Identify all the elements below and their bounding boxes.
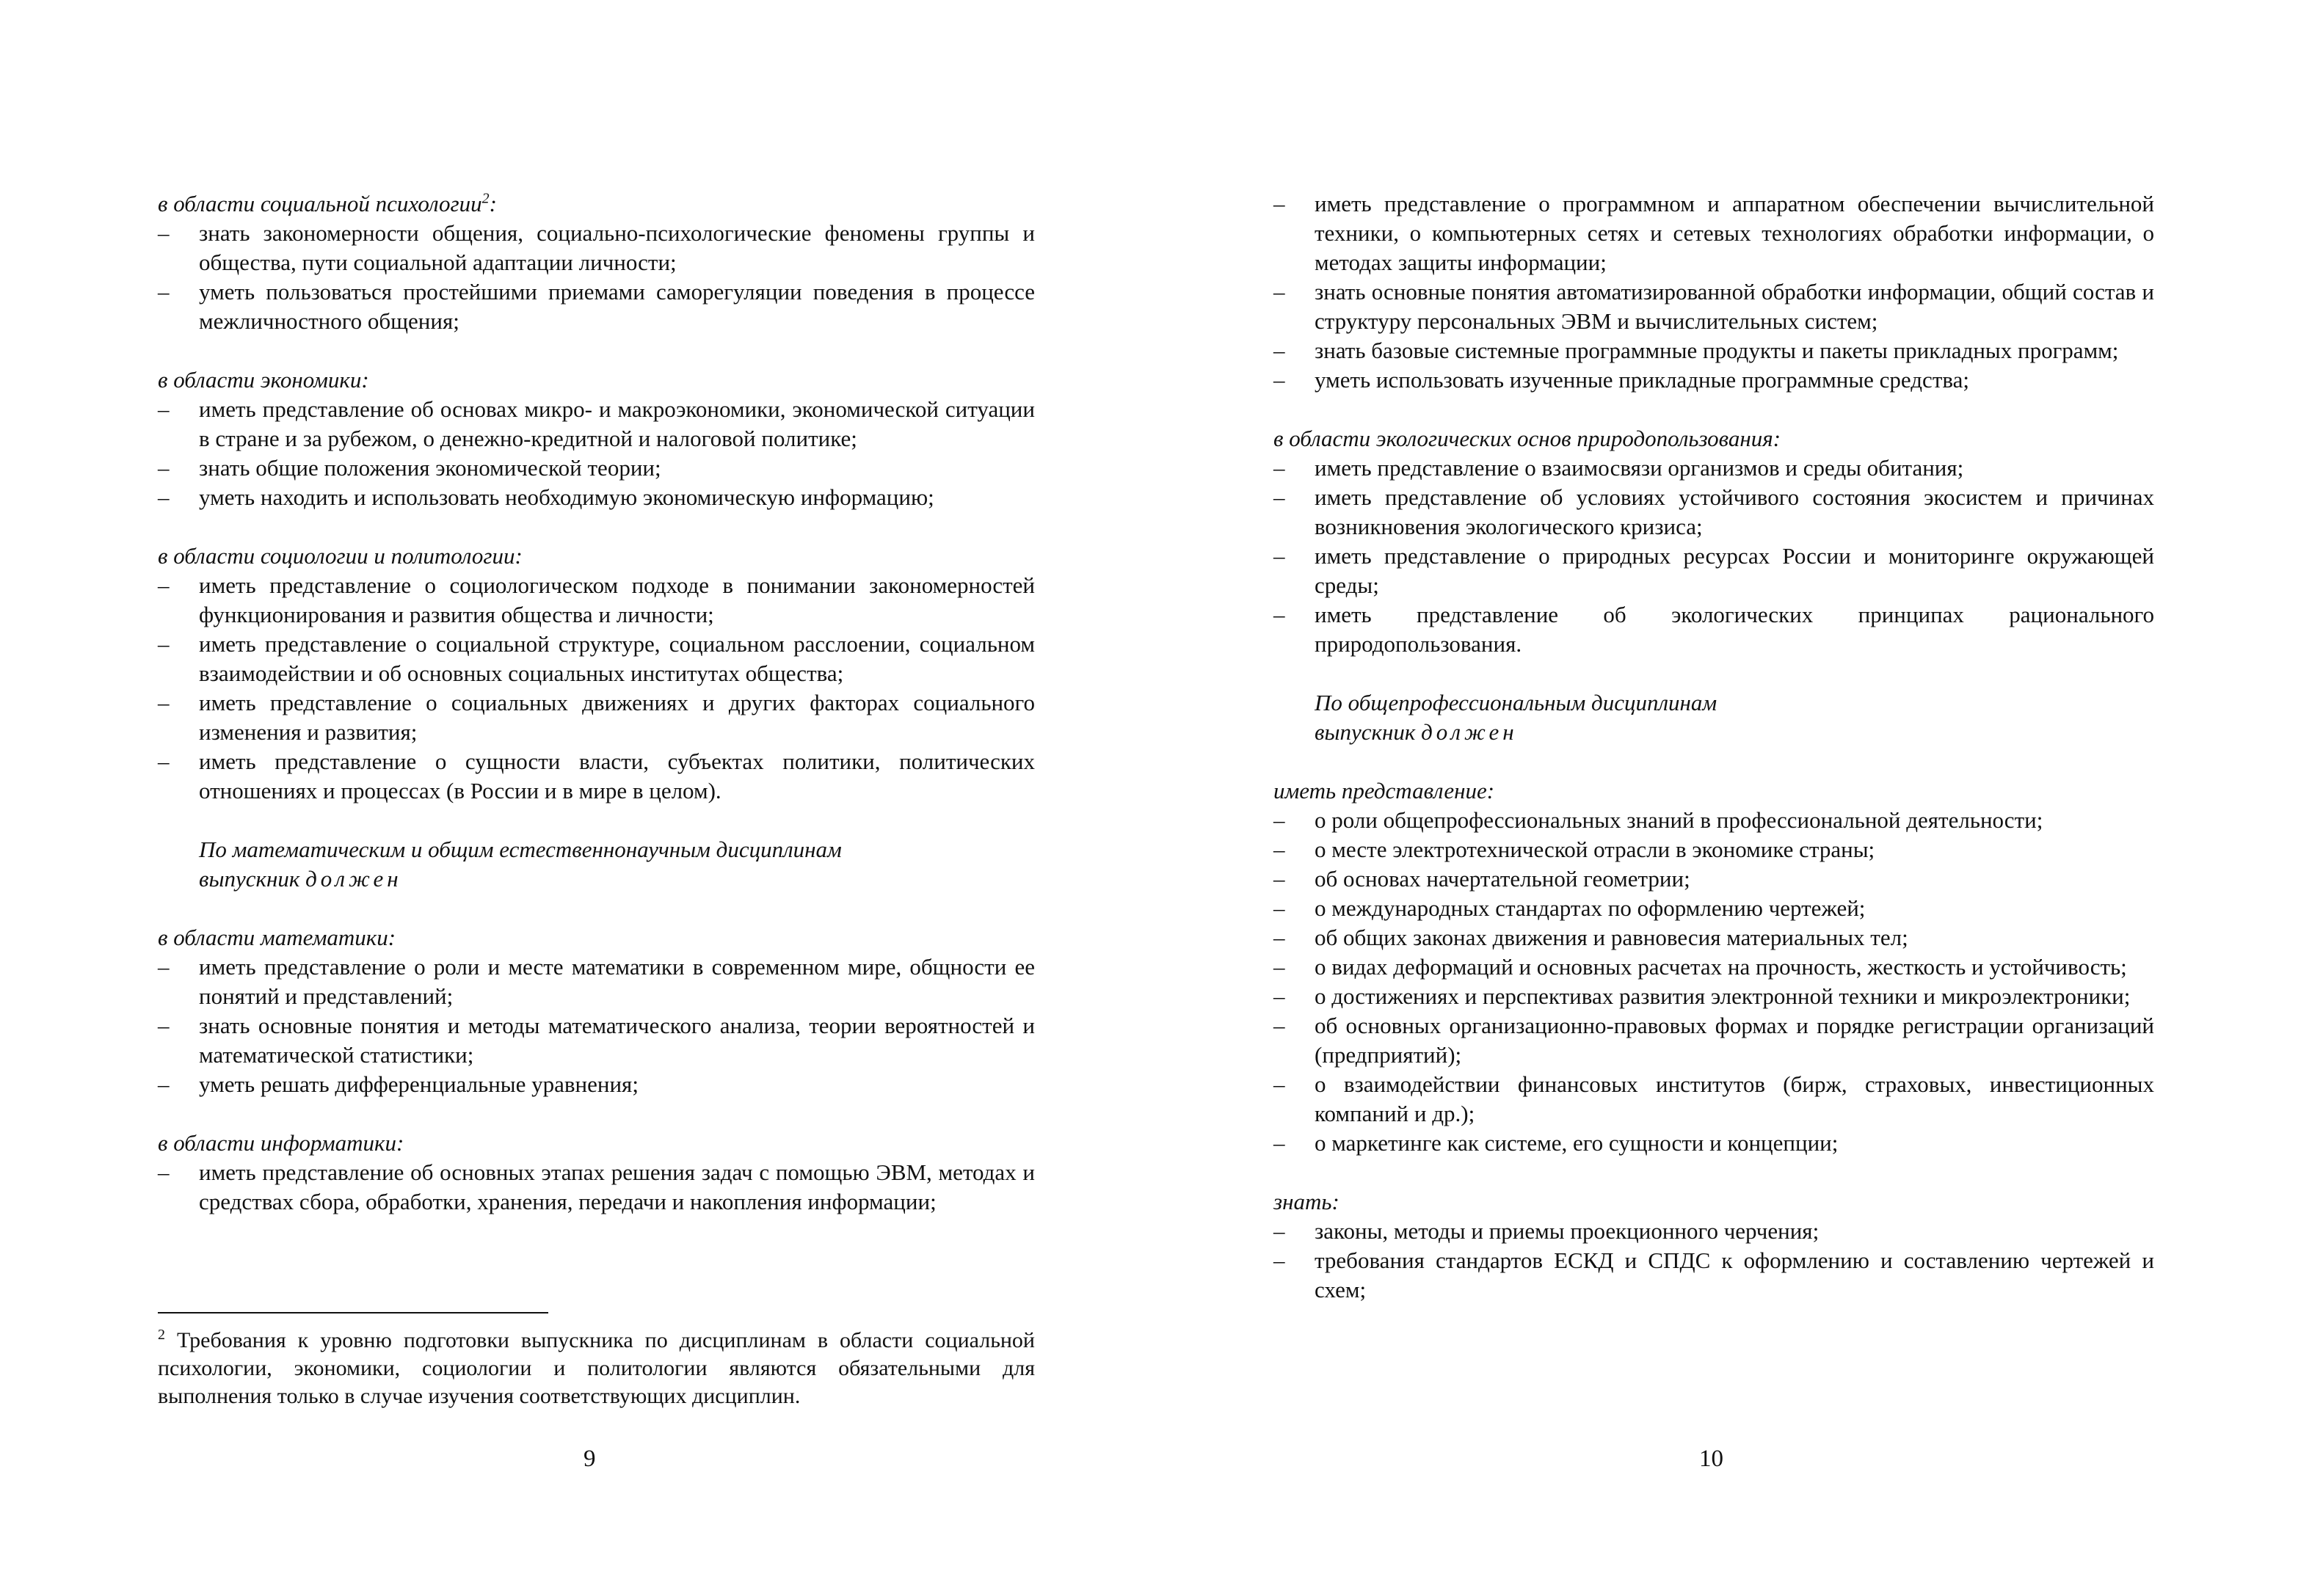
footnote-number: 2 [158, 1327, 165, 1343]
list-item: – иметь представление о природных ресурсах России и мониторинге окружающей среды; [1273, 542, 2154, 600]
list-item: – требования стандартов ЕСКД и СПДС к оформлению и составлению чертежей и схем; [1273, 1246, 2154, 1305]
block-title-line: По общепрофессиональным дисциплинам [1315, 690, 1717, 715]
list-item: – иметь представление об условиях устойчивого состояния экосистем и причинах возникновения экологического кризиса; [1273, 483, 2154, 542]
list-item: – знать базовые системные программные продукты и пакеты прикладных программ; [1273, 336, 2154, 365]
section-heading: в области информатики: [158, 1130, 404, 1156]
block-title [158, 835, 1035, 894]
bullet-list [158, 952, 1035, 1099]
list-item: – иметь представление о роли и месте математики в современном мире, общности ее понятий и представлений; [158, 952, 1035, 1011]
list-item: – знать закономерности общения, социально-психологические феномены группы и общества, пути социальной адаптации личности; [158, 219, 1035, 277]
section-ecology [1273, 424, 2154, 659]
bullet-list-continued [1273, 189, 2154, 395]
bullet-list [1273, 1217, 2154, 1305]
list-item: – об общих законах движения и равновесия материальных тел; [1273, 923, 2154, 952]
list-item: – о месте электротехнической отрасли в экономике страны; [1273, 835, 2154, 864]
list-item: – об основах начертательной геометрии; [1273, 864, 2154, 894]
list-item: – о международных стандартах по оформлению чертежей; [1273, 894, 2154, 923]
page-number: 9 [584, 1446, 596, 1472]
section-heading: в области социологии и политологии: [158, 543, 523, 569]
left-page-content [158, 189, 1035, 1217]
list-item: – знать основные понятия и методы математического анализа, теории вероятностей и математической статистики; [158, 1011, 1035, 1070]
section-heading: в области экологических основ природопользования: [1273, 426, 1781, 451]
section-economics [158, 365, 1035, 512]
section-heading: иметь представление: [1273, 778, 1495, 804]
list-item: – о видах деформаций и основных расчетах на прочность, жесткость и устойчивость; [1273, 952, 2154, 982]
list-item: – уметь решать дифференциальные уравнения; [158, 1070, 1035, 1099]
list-item: – иметь представление о социальной структуре, социальном расслоении, социальном взаимодействии и об основных социальных институтах общества; [158, 630, 1035, 688]
list-item: – уметь использовать изученные прикладные программные средства; [1273, 365, 2154, 395]
list-item: – иметь представление об основах микро- и макроэкономики, экономической ситуации в стране и за рубежом, о денежно-кредитной и налоговой политике; [158, 395, 1035, 453]
bullet-list [1273, 806, 2154, 1158]
section-informatics [158, 1129, 1035, 1217]
block-title-line: выпускник должен [1315, 719, 1518, 745]
footnote [158, 1327, 1035, 1410]
section-heading: в области математики: [158, 925, 396, 950]
section-sociology [158, 542, 1035, 806]
list-item: – иметь представление о программном и аппаратном обеспечении вычислительной техники, о компьютерных сетях и сетевых технологиях обработки информации, о методах защиты информации; [1273, 189, 2154, 277]
list-item: – иметь представление об основных этапах решения задач с помощью ЭВМ, методах и средствах сбора, обработки, хранения, передачи и накопления информации; [158, 1158, 1035, 1217]
block-title [1273, 688, 2154, 747]
bullet-list [158, 219, 1035, 336]
section-heading: в области социальной психологии$^2$: [158, 190, 497, 216]
list-item: – иметь представление о сущности власти, субъектах политики, политических отношениях и процессах (в России и в мире в целом). [158, 747, 1035, 806]
bullet-list [158, 571, 1035, 806]
bullet-list [158, 1158, 1035, 1217]
block-title-line: По математическим и общим естественнонаучным дисциплинам [199, 837, 842, 862]
right-page [1156, 0, 2312, 1596]
list-item: – иметь представление о социологическом подходе в понимании закономерностей функционирования и развития общества и личности; [158, 571, 1035, 630]
list-item: – о достижениях и перспективах развития электронной техники и микроэлектроники; [1273, 982, 2154, 1011]
bullet-list [1273, 453, 2154, 659]
list-item: – об основных организационно-правовых формах и порядке регистрации организаций (предприятий); [1273, 1011, 2154, 1070]
section-mathematics [158, 923, 1035, 1099]
footnote-text: Требования к уровню подготовки выпускника по дисциплинам в области социальной психологии, экономики, социологии и политологии являются обязательными для выполнения только в случае изучения соответствующих дисциплин. [158, 1328, 1035, 1408]
section-social-psychology [158, 189, 1035, 336]
footnote-mark[interactable]: 2 [481, 190, 490, 207]
list-item: – о маркетинге как системе, его сущности и концепции; [1273, 1129, 2154, 1158]
section-know [1273, 1187, 2154, 1305]
right-page-content [1273, 189, 2154, 1305]
list-item: – о взаимодействии финансовых институтов (бирж, страховых, инвестиционных компаний и др.); [1273, 1070, 2154, 1129]
section-heading: в области экономики: [158, 367, 369, 393]
list-item: – иметь представление о взаимосвязи организмов и среды обитания; [1273, 453, 2154, 483]
list-item: – иметь представление об экологических принципах рационального природопользования. [1273, 600, 2154, 659]
footnote-divider [158, 1312, 548, 1313]
list-item: – иметь представление о социальных движениях и других факторах социального изменения и развития; [158, 688, 1035, 747]
list-item: – знать общие положения экономической теории; [158, 453, 1035, 483]
bullet-list [158, 395, 1035, 512]
list-item: – знать основные понятия автоматизированной обработки информации, общий состав и структуру персональных ЭВМ и вычислительных систем; [1273, 277, 2154, 336]
section-represent [1273, 776, 2154, 1158]
list-item: – о роли общепрофессиональных знаний в профессиональной деятельности; [1273, 806, 2154, 835]
list-item: – законы, методы и приемы проекционного черчения; [1273, 1217, 2154, 1246]
list-item: – уметь пользоваться простейшими приемами саморегуляции поведения в процессе межличностного общения; [158, 277, 1035, 336]
section-heading: знать: [1273, 1189, 1339, 1214]
block-title-line: выпускник должен [199, 866, 402, 892]
page-number: 10 [1699, 1446, 1723, 1472]
list-item: – уметь находить и использовать необходимую экономическую информацию; [158, 483, 1035, 512]
